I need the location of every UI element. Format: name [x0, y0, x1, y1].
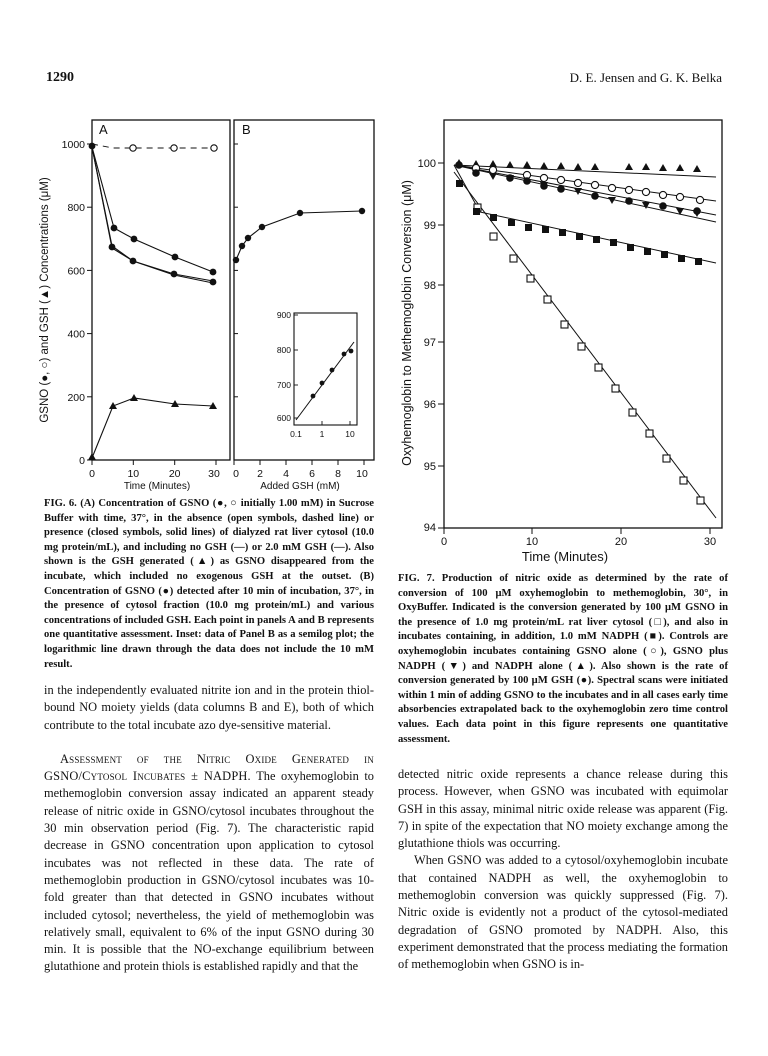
- fig6-ylabel: GSNO (●, ○) and GSH (▲) Concentrations (μM): [39, 177, 51, 423]
- a-xtick-20: 20: [168, 468, 181, 480]
- point: [557, 162, 565, 169]
- point: [131, 236, 138, 243]
- point: [663, 455, 670, 462]
- point: [510, 255, 517, 262]
- point: [523, 177, 531, 185]
- fig7-ytick-95: 95: [423, 461, 436, 473]
- panel-a-label: A: [99, 122, 108, 137]
- fig7-xlabel: Time (Minutes): [521, 549, 609, 564]
- page-number: 1290: [46, 70, 74, 85]
- fig7-ytick-99: 99: [423, 220, 436, 232]
- point: [625, 197, 633, 205]
- point: [695, 258, 702, 265]
- point: [540, 174, 547, 181]
- point: [456, 180, 463, 187]
- inset-ytick-700: 700: [276, 380, 291, 390]
- b-xtick-6: 6: [309, 468, 315, 480]
- point: [359, 208, 365, 214]
- point: [697, 497, 704, 504]
- point: [680, 477, 687, 484]
- point: [525, 224, 532, 231]
- left-paragraph-2-text: The oxyhemoglobin to methemoglobin conversion assay indicated an apparent steady release of nitric oxide in GSNO/cytosol incubates throughout the 30 min observation period (Fig. 7). The characteristic rapid decrease in GSNO concentration upon application to cytosol incubates was not reflected in these data. The rate of methemoglobin production in GSNO/cytosol incubates was 10-fold greater than that detected in GSNO incubates without included cytosol; nevertheless, the yield of methemoglobin was relatively small, equivalent to 6% of the input GSNO during 30 min. It is possible that the NO-exchange equilibrium between glutathione and protein thiols is established rapidly and that the: [44, 769, 374, 974]
- point: [171, 271, 178, 278]
- point: [233, 257, 239, 263]
- point: [574, 163, 582, 170]
- fig7-ytick-94: 94: [423, 522, 436, 534]
- fig7-ytick-96: 96: [423, 399, 436, 411]
- point: [627, 244, 634, 251]
- point: [559, 229, 566, 236]
- inset-ytick-800: 800: [276, 345, 291, 355]
- point: [642, 163, 650, 170]
- point: [330, 368, 335, 373]
- point: [591, 181, 598, 188]
- point: [455, 161, 463, 169]
- panel-b-label: B: [242, 122, 251, 137]
- point: [608, 197, 616, 204]
- a-ytick-800: 800: [67, 202, 85, 215]
- fig7-ytick-98: 98: [423, 280, 436, 292]
- fig7-xtick-0: 0: [440, 536, 448, 548]
- fig7-ytick-97: 97: [423, 337, 436, 349]
- point: [239, 243, 245, 249]
- b-xtick-2: 2: [257, 468, 263, 480]
- point: [508, 219, 515, 226]
- point: [595, 364, 602, 371]
- right-column: [398, 766, 728, 974]
- fig7-ylabel: Oxyhemoglobin to Methemoglobin Conversion (μM): [400, 180, 414, 466]
- point: [210, 269, 217, 276]
- point: [489, 173, 497, 180]
- a-ytick-1000: 1000: [61, 139, 85, 151]
- fig7-xtick-30: 30: [703, 536, 717, 548]
- point: [542, 226, 549, 233]
- point: [297, 210, 303, 216]
- point: [130, 394, 138, 401]
- point: [544, 296, 551, 303]
- point: [320, 381, 325, 386]
- point: [693, 165, 701, 172]
- point: [561, 321, 568, 328]
- fig7-caption: FIG. 7. Production of nitric oxide as determined by the rate of conversion of 100 μM oxyhemoglobin to methemoglobin, 30°, in OxyBuffer. Indicated is the conversion generated by 100 μM GSNO in the presence of 1.0 mg protein/mL rat liver cytosol (□), and also in incubates containing, in addition, 1.0 mM NADPH (■). Controls are oxyhemoglobin incubates containing GSNO alone (○), GSNO plus NADPH (▼) and NADPH alone (▲). Also shown is the rate of conversion generated by 100 μM GSH (●). Spectral scans were initiated within 1 min of adding GSNO to the incubates and in all cases early time absorbencies extrapolated back to the oxyhemoglobin zero time control values. Each data point in this figure represents one quantitative assessment.: [398, 573, 728, 745]
- series-gsno-cytosol-gsh: [92, 147, 213, 272]
- point: [625, 163, 633, 170]
- point: [88, 453, 96, 460]
- running-head: D. E. Jensen and G. K. Belka: [569, 70, 722, 85]
- a-ytick-0: 0: [79, 455, 85, 467]
- inset-xtick-1: 1: [319, 429, 325, 439]
- series-gsno-no-cytosol: [92, 144, 214, 148]
- a-ytick-200: 200: [67, 391, 85, 404]
- inset-xtick-10: 10: [345, 429, 355, 439]
- point: [171, 145, 177, 151]
- b-xtick-4: 4: [283, 468, 289, 480]
- point: [130, 258, 137, 265]
- fig6-panel-b: [233, 120, 374, 492]
- point: [678, 255, 685, 262]
- point: [349, 349, 354, 354]
- point: [489, 166, 496, 173]
- point: [696, 196, 703, 203]
- fig6-panel-a: [62, 120, 230, 492]
- point: [610, 239, 617, 246]
- figure-7: [395, 105, 740, 570]
- point: [642, 188, 649, 195]
- point: [245, 235, 251, 241]
- point: [646, 430, 653, 437]
- inset-xtick-0-1: 0.1: [290, 429, 302, 439]
- point: [527, 275, 534, 282]
- point: [659, 164, 667, 171]
- point: [659, 191, 666, 198]
- point: [109, 244, 116, 251]
- point: [625, 186, 632, 193]
- point: [676, 164, 684, 171]
- fig7-ytick-100: 100: [417, 158, 436, 170]
- point: [342, 352, 347, 357]
- left-paragraph-2: [44, 751, 374, 976]
- b-xtick-0: 0: [233, 468, 239, 480]
- point: [591, 192, 599, 200]
- point: [490, 214, 497, 221]
- series-gsno-vs-gsh: [236, 211, 362, 260]
- fig7-xtick-20: 20: [614, 536, 628, 548]
- fig7-xtick-10: 10: [525, 536, 539, 548]
- point: [676, 193, 683, 200]
- a-ytick-600: 600: [67, 265, 85, 278]
- right-paragraph-1: detected nitric oxide represents a chance release during this process. However, when GSNO was incubated with equimolar GSH in this assay, minimal nitric oxide release was apparent (Fig. 7) in spite of the expectation that NO moiety exchange among the glutathione thiols was occurring.: [398, 767, 728, 851]
- section-heading: Assessment of the Nitric Oxide Generated in GSNO/Cytosol Incubates ± NADPH.: [44, 751, 374, 784]
- a-ytick-400: 400: [67, 328, 85, 341]
- point: [593, 236, 600, 243]
- point: [644, 248, 651, 255]
- point: [612, 385, 619, 392]
- point: [473, 208, 480, 215]
- point: [608, 184, 615, 191]
- left-paragraph-1: in the independently evaluated nitrite ion and in the protein thiol-bound NO moiety yields (data columns B and E), both of which contribute to the total incubate azo dye-sensitive material.: [44, 683, 374, 732]
- point: [557, 176, 564, 183]
- point: [506, 161, 514, 168]
- fig6-caption: FIG. 6. (A) Concentration of GSNO (●, ○ initially 1.00 mM) in Sucrose Buffer with time, 37°, in the absence (open symbols, dashed line) or presence (closed symbols, solid lines) of dialyzed rat liver cytosol (10.0 mg protein/mL), and including no GSH (—) or 2.0 mM GSH (—). Also shown is the GSH generated (▲) as GSNO disappeared from the incubate, which included no exogenous GSH at the outset. (B) Concentration of GSNO (●) detected after 10 min of incubation, 37°, in the presence of cytosol fraction (10.0 mg protein/mL) and various concentrations of included GSH. Each point in panels A and B represents one quantitative assessment. Inset: data of Panel B as a semilog plot; the logarithmic line drawn through the data does not include the 10 mM result.: [44, 498, 374, 670]
- inset-ytick-900: 900: [276, 310, 291, 320]
- point: [130, 145, 136, 151]
- point: [576, 233, 583, 240]
- right-paragraph-2: When GSNO was added to a cytosol/oxyhemoglobin incubate that contained NADPH as well, the oxyhemoglobin to methemoglobin conversion was quickly suppressed (Fig. 7). Nitric oxide is evidently not a product of the cytosol-mediated degradation of GSNO promoted by NADPH. Also, this experiment demonstrated that the process mediating the formation of methemoglobin when GSNO is in-: [398, 853, 728, 972]
- point: [557, 185, 565, 193]
- point: [578, 343, 585, 350]
- a-xtick-0: 0: [89, 468, 95, 480]
- fig6-inset: [277, 310, 357, 439]
- point: [661, 251, 668, 258]
- point: [211, 145, 217, 151]
- point: [540, 162, 548, 169]
- point: [89, 143, 96, 150]
- b-xlabel: Added GSH (mM): [260, 481, 340, 492]
- point: [591, 163, 599, 170]
- a-xlabel: Time (Minutes): [123, 481, 191, 492]
- point: [172, 254, 179, 261]
- b-xtick-8: 8: [335, 468, 341, 480]
- figure-6: [28, 110, 388, 490]
- point: [629, 409, 636, 416]
- point: [574, 179, 581, 186]
- a-xtick-10: 10: [127, 468, 140, 480]
- inset-ytick-600: 600: [276, 413, 291, 423]
- point: [111, 225, 118, 232]
- left-column: [44, 682, 374, 976]
- point: [523, 161, 531, 168]
- point: [490, 233, 497, 240]
- b-xtick-10: 10: [356, 468, 368, 480]
- point: [210, 279, 217, 286]
- point: [642, 202, 650, 209]
- point: [259, 224, 265, 230]
- point: [311, 394, 316, 399]
- point: [659, 202, 667, 210]
- a-xtick-30: 30: [208, 468, 220, 480]
